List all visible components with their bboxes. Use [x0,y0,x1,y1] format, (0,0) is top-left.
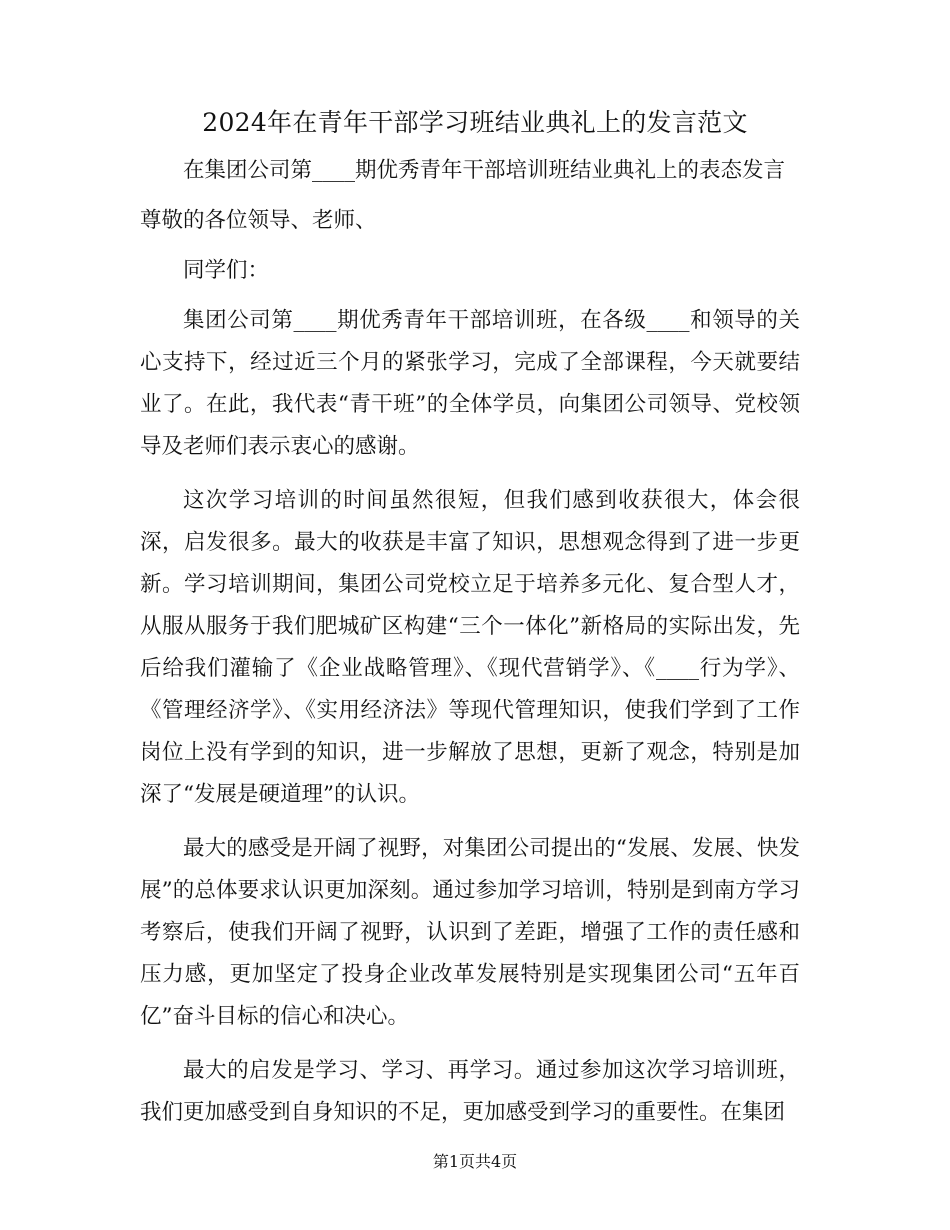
paragraph-1: 集团公司第____期优秀青年干部培训班，在各级____和领导的关心支持下，经过近三个月的紧张学习，完成了全部课程，今天就要结业了。在此，我代表“青干班”的全体学员，向集团公司领导、党校领导及老师们表示衷心的感谢。 [140,308,800,459]
paragraph-2: 这次学习培训的时间虽然很短，但我们感到收获很大，体会很深，启发很多。最大的收获是丰富了知识，思想观念得到了进一步更新。学习培训期间，集团公司党校立足于培养多元化、复合型人才，从服从服务于我们肥城矿区构建“三个一体化”新格局的实际出发，先后给我们灌输了《企业战略管理》、《现代营销学》、《____行为学》、《管理经济学》、《实用经济法》等现代管理知识，使我们学到了工作岗位上没有学到的知识，进一步解放了思想，更新了观念，特别是加深了“发展是硬道理”的认识。 [140,488,800,807]
document-title: 2024年在青年干部学习班结业典礼上的发言范文 [202,108,748,137]
paragraph-4: 最大的启发是学习、学习、再学习。通过参加这次学习培训班，我们更加感受到自身知识的不足，更加感受到学习的重要性。在集团 [140,1058,800,1125]
paragraph-3: 最大的感受是开阔了视野，对集团公司提出的“发展、发展、快发展”的总体要求认识更加深刻。通过参加学习培训，特别是到南方学习考察后，使我们开阔了视野，认识到了差距，增强了工作的责任感和压力感，更加坚定了投身企业改革发展特别是实现集团公司“五年百亿”奋斗目标的信心和决心。 [140,836,800,1029]
document-body [140,150,800,1146]
paragraph-salutation-1: 尊敬的各位领导、老师、 [140,208,377,233]
paragraph-salutation-2: 同学们： [183,258,270,283]
paragraph-subtitle: 在集团公司第____期优秀青年干部培训班结业典礼上的表态发言 [183,158,786,183]
page-number-footer: 第1页共4页 [432,1152,518,1171]
